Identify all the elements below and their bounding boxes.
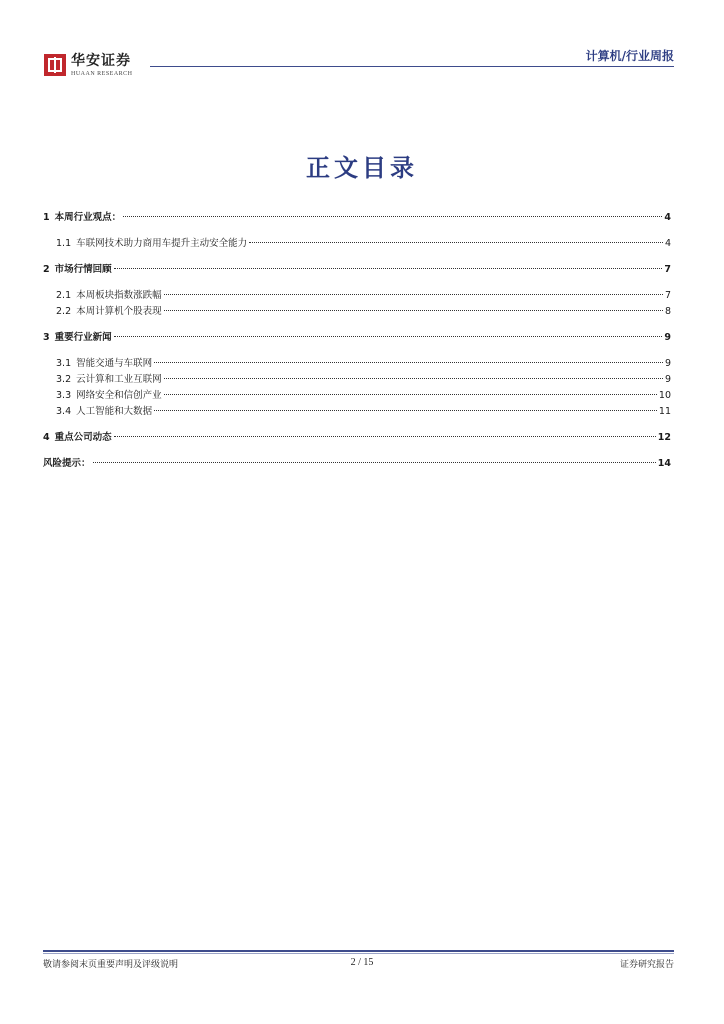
toc-leader-dots — [164, 394, 657, 395]
toc-entry-page: 4 — [664, 238, 671, 249]
toc-leader-dots — [93, 462, 656, 463]
toc-entry-page: 7 — [664, 290, 671, 301]
toc-entry-label: 市场行情回顾 — [54, 264, 112, 275]
toc-leader-dots — [154, 362, 663, 363]
toc-entry[interactable] — [43, 372, 671, 388]
header-rule — [150, 66, 674, 67]
toc-entry-number: 3.3 — [56, 390, 72, 401]
toc-entry-label: 人工智能和大数据 — [76, 406, 153, 417]
toc-entry-page: 11 — [658, 406, 671, 417]
toc-entry[interactable] — [43, 210, 671, 226]
page-indicator: 2 / 15 — [350, 957, 374, 968]
toc-entry-page: 10 — [658, 390, 671, 401]
toc-entry-label: 网络安全和信创产业 — [76, 390, 162, 401]
toc-entry-label: 风险提示： — [43, 458, 91, 469]
report-type: 计算机/行业周报 — [585, 49, 674, 63]
toc-leader-dots — [164, 378, 663, 379]
toc-leader-dots — [164, 294, 663, 295]
toc-title: 正文目录 — [306, 154, 418, 182]
toc-entry-number: 1 — [43, 212, 50, 223]
footer-rule-thin — [43, 953, 674, 954]
toc-entry-label: 车联网技术助力商用车提升主动安全能力 — [76, 238, 248, 249]
toc-entry[interactable] — [43, 404, 671, 420]
toc-entry-number: 1.1 — [56, 238, 72, 249]
toc-entry-label: 智能交通与车联网 — [76, 358, 153, 369]
toc-entry-number: 2.1 — [56, 290, 72, 301]
toc-entry-label: 云计算和工业互联网 — [76, 374, 162, 385]
toc-entry-label: 重点公司动态 — [54, 432, 112, 443]
toc-entry-number: 3.2 — [56, 374, 72, 385]
toc-leader-dots — [114, 268, 663, 269]
toc-leader-dots — [114, 436, 656, 437]
toc-entry[interactable] — [43, 330, 671, 346]
footer-doc-type: 证券研究报告 — [619, 960, 674, 970]
toc-leader-dots — [154, 410, 657, 411]
footer-rule — [43, 950, 674, 952]
toc-leader-dots — [249, 242, 663, 243]
toc-entry[interactable] — [43, 262, 671, 278]
toc-entry-page: 12 — [657, 432, 671, 443]
toc-entry-page: 4 — [664, 212, 671, 223]
toc-entry-page: 9 — [664, 374, 671, 385]
brand-logo — [44, 54, 133, 77]
toc-entry-number: 3.1 — [56, 358, 72, 369]
toc-leader-dots — [164, 310, 663, 311]
toc-entry-label: 本周板块指数涨跌幅 — [76, 290, 162, 301]
toc-entry-label: 本周行业观点： — [54, 212, 122, 223]
toc-entry-page: 8 — [664, 306, 671, 317]
toc-entry-number: 4 — [43, 432, 50, 443]
toc-entry[interactable] — [43, 388, 671, 404]
brand-name-en: HUAAN RESEARCH — [71, 71, 133, 77]
toc-leader-dots — [123, 216, 662, 217]
toc-entry-number: 3.4 — [56, 406, 72, 417]
toc-entry[interactable] — [43, 236, 671, 252]
toc-entry[interactable] — [43, 304, 671, 320]
toc-entry-page: 14 — [657, 458, 671, 469]
toc-entry-number: 2 — [43, 264, 50, 275]
toc-entry[interactable] — [43, 430, 671, 446]
toc-entry-page: 9 — [664, 332, 671, 343]
toc-entry-page: 9 — [664, 358, 671, 369]
seal-icon — [44, 54, 66, 76]
toc-entry-number: 3 — [43, 332, 50, 343]
toc-entry-page: 7 — [664, 264, 671, 275]
footer-disclaimer: 敬请参阅末页重要声明及评级说明 — [43, 960, 179, 970]
brand-name-cn: 华安证券 — [71, 53, 131, 69]
toc-leader-dots — [114, 336, 663, 337]
toc-entry-label: 重要行业新闻 — [54, 332, 112, 343]
table-of-contents — [43, 210, 671, 472]
toc-entry-label: 本周计算机个股表现 — [76, 306, 162, 317]
toc-entry-number: 2.2 — [56, 306, 72, 317]
toc-entry[interactable] — [43, 456, 671, 472]
toc-entry[interactable] — [43, 288, 671, 304]
toc-entry[interactable] — [43, 356, 671, 372]
